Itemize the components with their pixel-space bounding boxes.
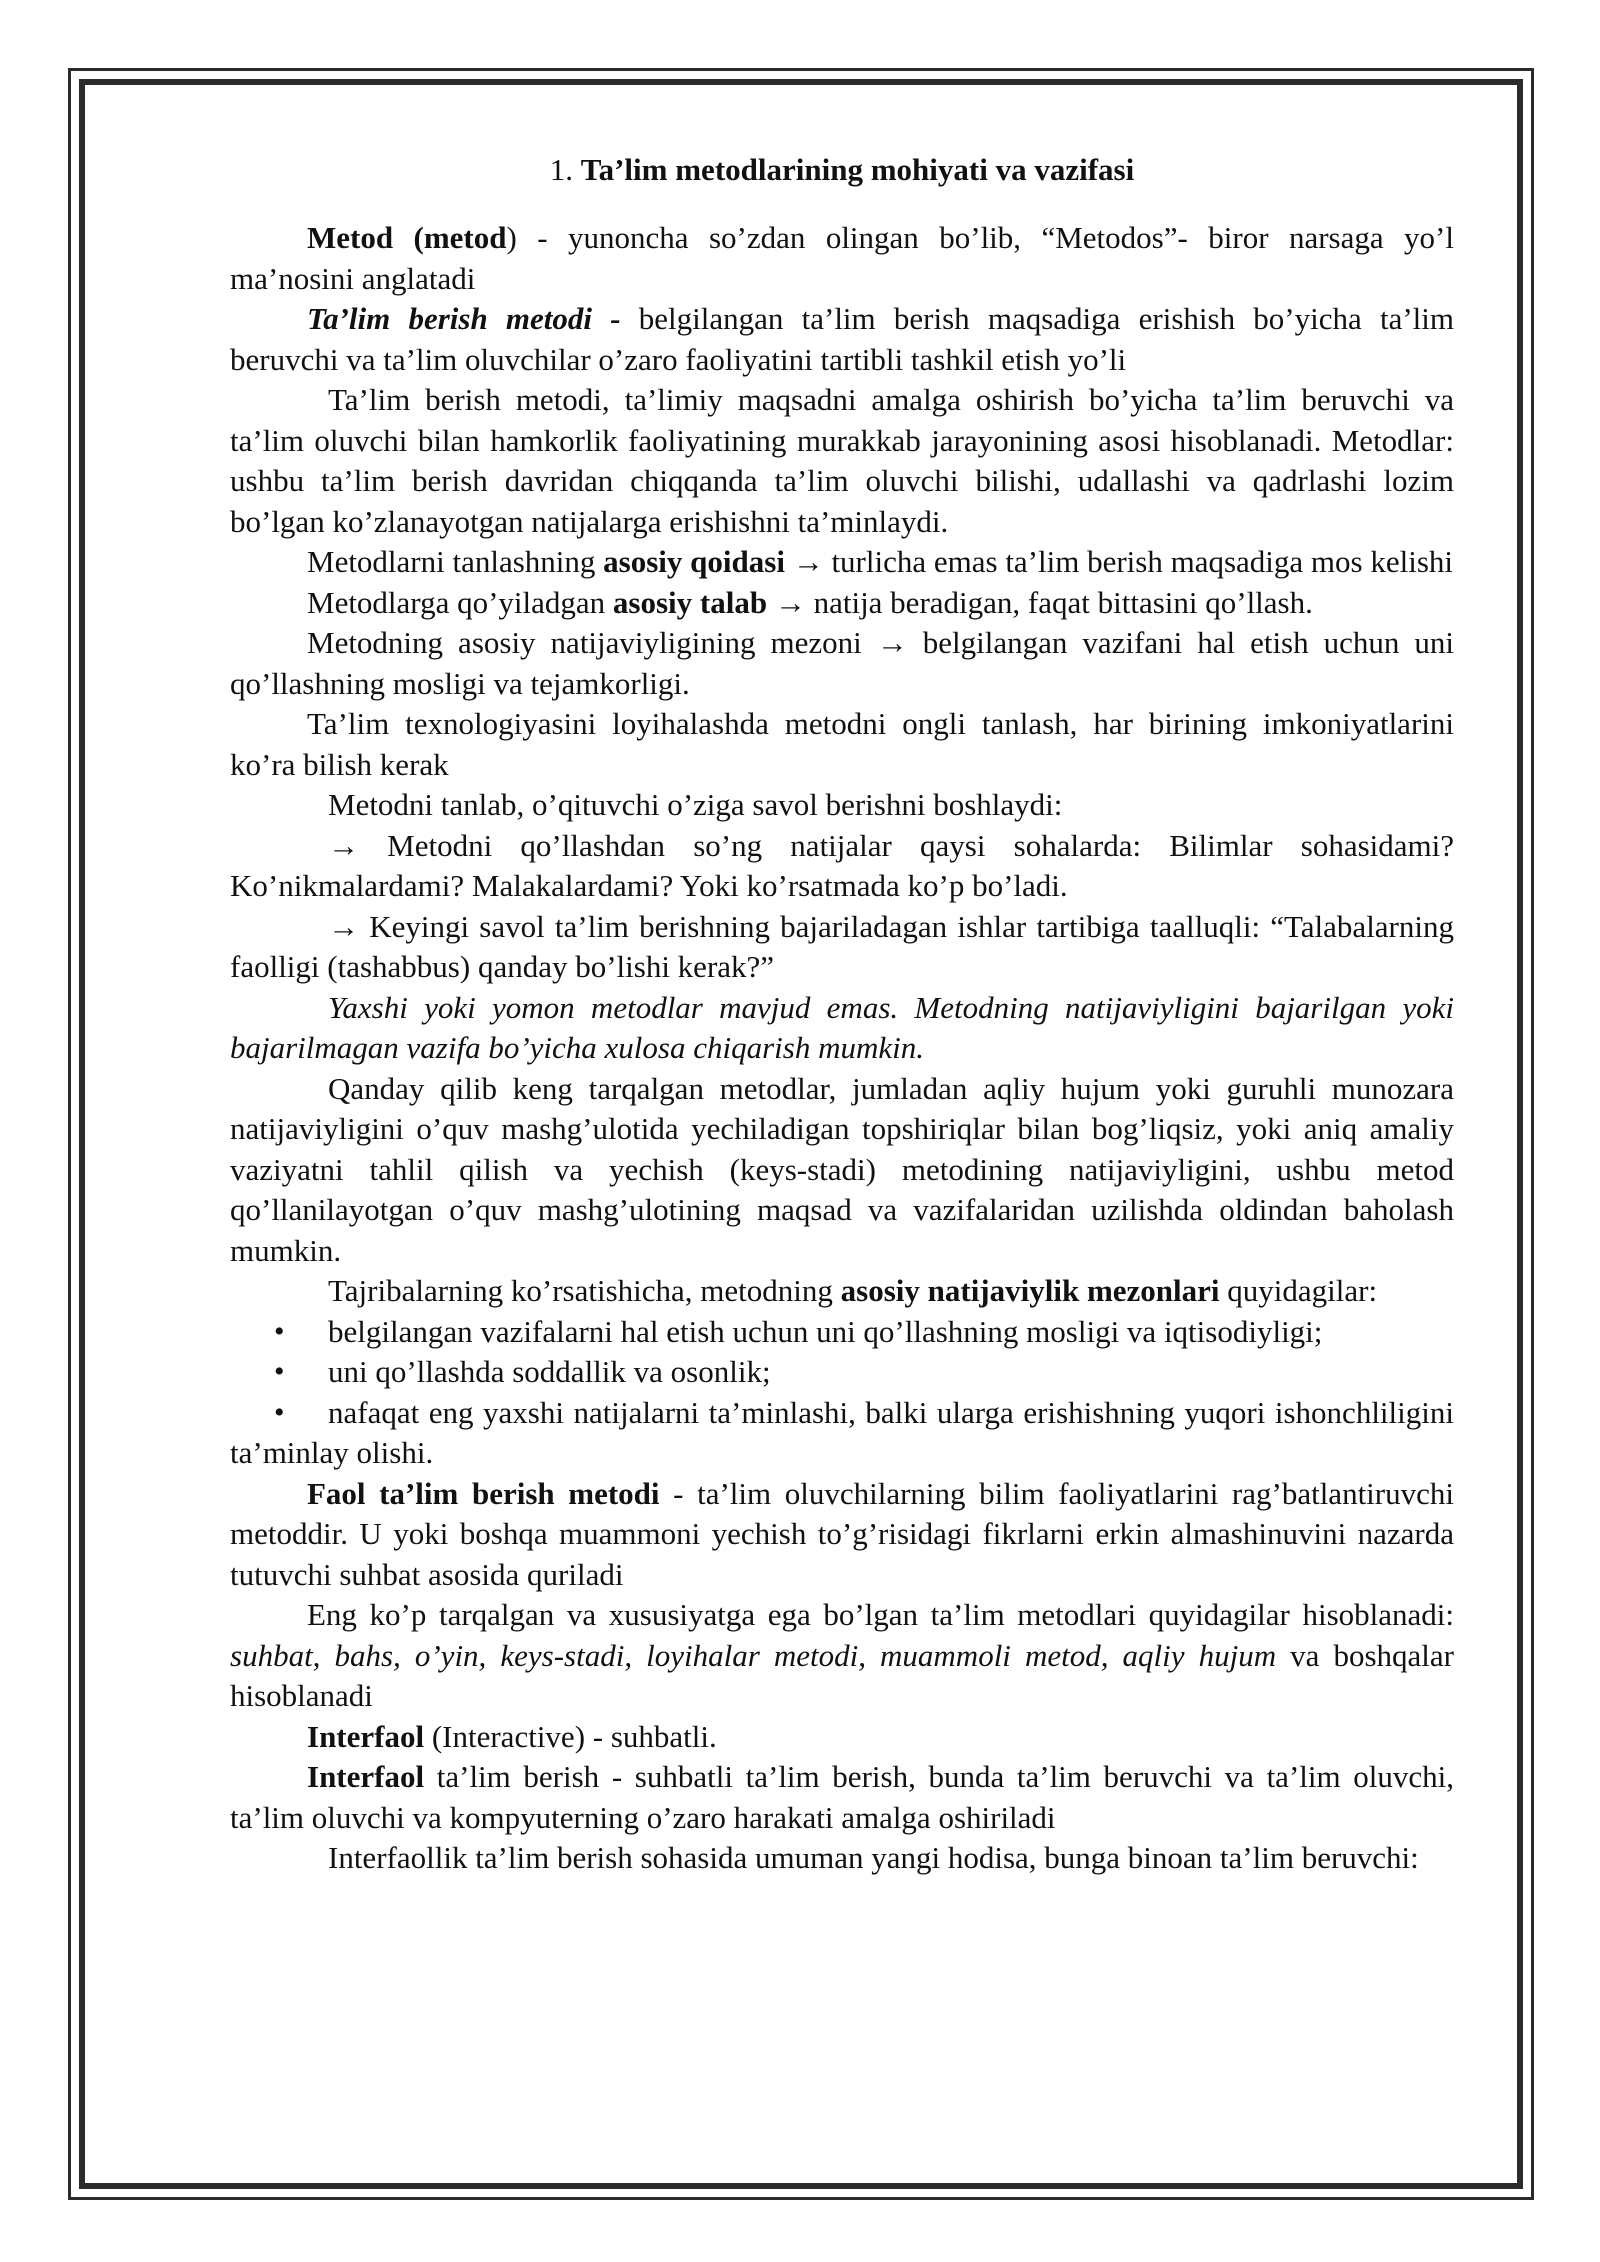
paragraph-metodlar-list: Eng ko’p tarqalgan va xususiyatga ega bo’lgan ta’lim metodlari quyidagilar hisoblanadi: suhbat, bahs, o’yin, keys-stadi, loyihalar metodi, muammoli metod, aqliy hujum va boshqalar hisoblanadi — [230, 1597, 1454, 1713]
paragraph-metod-description: Ta’lim berish metodi, ta’limiy maqsadni amalga oshirish bo’yicha ta’lim beruvchi va ta’lim oluvchi bilan hamkorlik faoliyatining murakkab jarayonining asosi hisoblanadi. Metodlar: ushbu ta’lim berish davridan chiqqanda ta’lim oluvchi bilishi, udallashi va qadrlashi lozim bo’lgan ko’zlanayotgan natijalarga erishishni ta’minlaydi. — [230, 382, 1454, 539]
paragraph-natijaviylik-mezoni: Metodning asosiy natijaviyligining mezoni → belgilangan vazifani hal etish uchun uni qo’llashning mosligi va tejamkorligi. — [230, 625, 1454, 701]
paragraph-question-two: → Keyingi savol ta’lim berishning bajariladagan ishlar tartibiga taalluqli: “Talabalarning faolligi (tashabbus) qanday bo’lishi kerak?” — [230, 908, 1454, 984]
document-body — [230, 150, 1454, 1879]
list-item: • uni qo’llashda soddallik va osonlik; — [230, 1352, 1454, 1393]
paragraph-interfaol: Interfaol (Interactive) - suhbatli. — [307, 1718, 717, 1754]
paragraph-asosiy-talab: Metodlarga qo’yiladgan asosiy talab → natija beradigan, faqat bittasini qo’llash. — [307, 584, 1313, 620]
paragraph-italic-note: Yaxshi yoki yomon metodlar mavjud emas. Metodning natijaviyligini bajarilgan yoki bajarilmagan vazifa bo’yicha xulosa chiqarish mumkin. — [230, 989, 1454, 1065]
paragraph-talim-berish-metodi: Ta’lim berish metodi - belgilangan ta’lim berish maqsadiga erishish bo’yicha ta’lim beruvchi va ta’lim oluvchilar o’zaro faoliyatini tartibli tashkil etish yo’li — [230, 301, 1454, 377]
list-item: • belgilangan vazifalarni hal etish uchun uni qo’llashning mosligi va iqtisodiyligi; — [230, 1312, 1454, 1353]
paragraph-asosiy-qoida: Metodlarni tanlashning asosiy qoidasi → turlicha emas ta’lim berish maqsadiga mos kelishi — [307, 544, 1454, 579]
bullet-icon: • — [274, 1395, 285, 1429]
paragraph-metod-definition: Metod (metod) - yunoncha so’zdan olingan bo’lib, “Metodos”- biror narsaga yo’l ma’nosini anglatadi — [230, 220, 1454, 296]
paragraph-faol-metod: Faol ta’lim berish metodi - ta’lim oluvchilarning bilim faoliyatlarini rag’batlantiruvchi metoddir. U yoki boshqa muammoni yechish to’g’risidagi fikrlarni erkin almashinuvini nazarda tutuvchi suhbat asosida quriladi — [230, 1475, 1454, 1592]
paragraph-savol: Metodni tanlab, o’qituvchi o’ziga savol berishni boshlaydi: — [328, 787, 1063, 822]
paragraph-interfaollik: Interfaollik ta’lim berish sohasida umuman yangi hodisa, bunga binoan ta’lim beruvchi: — [328, 1840, 1419, 1875]
paragraph-interfaol-talim: Interfaol ta’lim berish - suhbatli ta’lim berish, bunda ta’lim beruvchi va ta’lim oluvchi, ta’lim oluvchi va kompyuterning o’zaro harakati amalga oshiriladi — [230, 1759, 1454, 1835]
bullet-icon: • — [274, 1355, 285, 1388]
section-title: 1. Ta’lim metodlarining mohiyati va vazifasi — [549, 152, 1135, 187]
paragraph-question-one: → Metodni qo’llashdan so’ng natijalar qaysi sohalarda: Bilimlar sohasidami? Ko’nikmalardami? Malakalardami? Yoki ko’rsatmada ko’p bo’ladi. — [230, 827, 1454, 903]
list-item: • nafaqat eng yaxshi natijalarni ta’minlashi, balki ularga erishishning yuqori ishonchliligini ta’minlay olishi. — [230, 1394, 1454, 1470]
paragraph-mezonlar: Tajribalarning ko’rsatishicha, metodning asosiy natijaviylik mezonlari quyidagilar: — [328, 1273, 1378, 1308]
paragraph-keys-stadi: Qanday qilib keng tarqalgan metodlar, jumladan aqliy hujum yoki guruhli munozara natijaviyligini o’quv mashg’ulotida yechiladigan topshiriqlar bilan bog’liqsiz, yoki aniq amaliy vaziyatni tahlil qilish va yechish (keys-stadi) metodining natijaviyligini, ushbu metod qo’llanilayotgan o’quv mashg’ulotining maqsad va vazifalaridan uzilishda oldindan baholash mumkin. — [230, 1070, 1454, 1268]
paragraph-loyihalash: Ta’lim texnologiyasini loyihalashda metodni ongli tanlash, har birining imkoniyatlarini ko’ra bilish kerak — [230, 706, 1454, 782]
bullet-icon: • — [274, 1314, 285, 1348]
